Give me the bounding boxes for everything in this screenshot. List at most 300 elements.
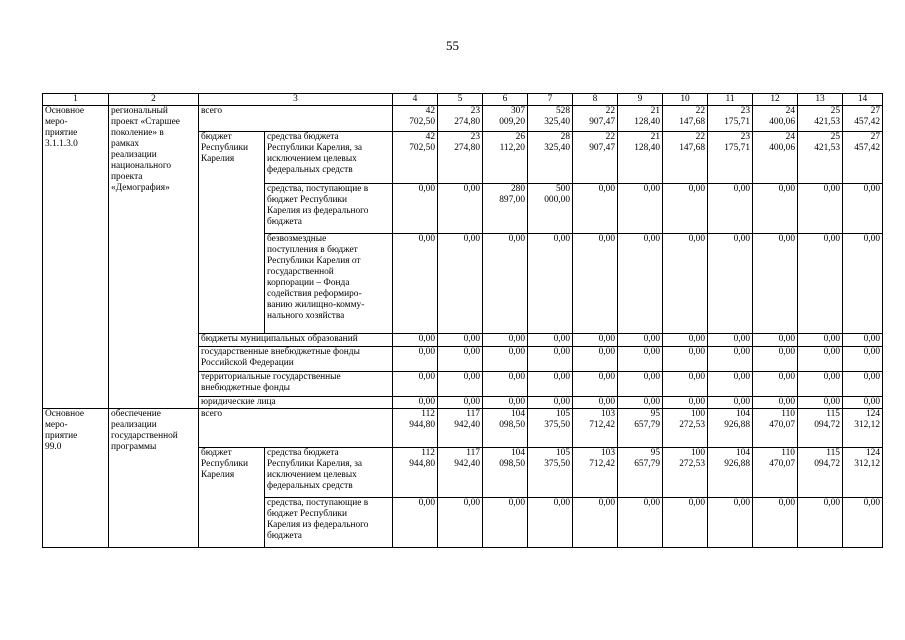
amount-part: 0,00 bbox=[463, 334, 480, 344]
amount-part: 147,68 bbox=[679, 143, 705, 153]
amount-cell bbox=[798, 347, 843, 372]
column-header: 2 bbox=[109, 94, 199, 106]
amount-cell bbox=[753, 132, 798, 184]
amount-part: 23 bbox=[470, 132, 480, 142]
amount-cell bbox=[483, 448, 528, 498]
budget-table bbox=[42, 93, 883, 548]
amount-cell bbox=[393, 448, 438, 498]
amount-part: 098,50 bbox=[499, 459, 525, 469]
amount-cell bbox=[708, 372, 753, 397]
amount-cell bbox=[618, 397, 663, 409]
column-header: 14 bbox=[843, 94, 883, 106]
amount-part: 128,40 bbox=[634, 117, 660, 127]
amount-part: 421,53 bbox=[814, 117, 840, 127]
amount-part: 21 bbox=[650, 132, 660, 142]
amount-cell bbox=[708, 448, 753, 498]
amount-cell bbox=[393, 397, 438, 409]
amount-part: 657,79 bbox=[634, 459, 660, 469]
amount-part: 21 bbox=[650, 106, 660, 116]
amount-part: 312,12 bbox=[854, 459, 880, 469]
amount-part: 0,00 bbox=[463, 347, 480, 357]
amount-cell bbox=[393, 106, 438, 132]
amount-cell bbox=[483, 184, 528, 234]
amount-cell bbox=[528, 106, 573, 132]
amount-cell bbox=[618, 409, 663, 448]
amount-part: 23 bbox=[470, 106, 480, 116]
amount-part: 702,50 bbox=[409, 117, 435, 127]
amount-cell bbox=[663, 347, 708, 372]
amount-part: 926,88 bbox=[724, 459, 750, 469]
funding-source: средства, поступающие в бюджет Республики Карелия из федерального бюджета bbox=[265, 184, 393, 234]
amount-cell bbox=[843, 106, 883, 132]
column-header: 12 bbox=[753, 94, 798, 106]
amount-cell bbox=[573, 234, 618, 334]
amount-cell bbox=[708, 498, 753, 548]
amount-part: 375,50 bbox=[544, 420, 570, 430]
amount-part: 0,00 bbox=[863, 234, 880, 244]
amount-part: 0,00 bbox=[598, 372, 615, 382]
amount-cell bbox=[798, 132, 843, 184]
amount-part: 274,80 bbox=[454, 117, 480, 127]
amount-cell bbox=[393, 372, 438, 397]
amount-part: 112 bbox=[421, 448, 435, 458]
amount-cell bbox=[843, 132, 883, 184]
column-header: 6 bbox=[483, 94, 528, 106]
amount-cell bbox=[393, 347, 438, 372]
column-header: 4 bbox=[393, 94, 438, 106]
amount-cell bbox=[753, 347, 798, 372]
amount-cell bbox=[483, 106, 528, 132]
amount-part: 0,00 bbox=[508, 334, 525, 344]
amount-cell bbox=[663, 184, 708, 234]
amount-part: 0,00 bbox=[733, 372, 750, 382]
amount-part: 0,00 bbox=[553, 397, 570, 407]
column-header: 11 bbox=[708, 94, 753, 106]
amount-cell bbox=[843, 372, 883, 397]
column-header: 1 bbox=[43, 94, 109, 106]
amount-cell bbox=[528, 347, 573, 372]
amount-cell bbox=[483, 372, 528, 397]
amount-cell bbox=[618, 184, 663, 234]
amount-part: 0,00 bbox=[863, 498, 880, 508]
amount-cell bbox=[753, 372, 798, 397]
amount-cell bbox=[753, 184, 798, 234]
amount-part: 112,20 bbox=[499, 143, 525, 153]
amount-part: 0,00 bbox=[688, 397, 705, 407]
amount-cell bbox=[483, 409, 528, 448]
amount-cell bbox=[528, 372, 573, 397]
amount-cell bbox=[708, 334, 753, 347]
amount-part: 95 bbox=[650, 409, 660, 419]
amount-cell bbox=[708, 234, 753, 334]
amount-cell bbox=[393, 498, 438, 548]
amount-part: 0,00 bbox=[688, 334, 705, 344]
funding-group: бюджет Республики Карелия bbox=[199, 132, 265, 334]
measure-name: Основное меро- приятие 3.1.1.3.0 bbox=[43, 106, 109, 409]
amount-part: 0,00 bbox=[598, 184, 615, 194]
amount-cell bbox=[528, 132, 573, 184]
amount-part: 325,40 bbox=[544, 117, 570, 127]
amount-part: 24 bbox=[785, 132, 795, 142]
amount-cell bbox=[483, 334, 528, 347]
amount-cell bbox=[798, 234, 843, 334]
amount-part: 0,00 bbox=[778, 234, 795, 244]
amount-cell bbox=[438, 347, 483, 372]
amount-cell bbox=[393, 409, 438, 448]
amount-cell bbox=[663, 448, 708, 498]
amount-part: 0,00 bbox=[418, 397, 435, 407]
amount-part: 103 bbox=[600, 409, 615, 419]
amount-part: 907,47 bbox=[589, 143, 615, 153]
amount-part: 22 bbox=[605, 132, 615, 142]
amount-part: 22 bbox=[695, 132, 705, 142]
amount-cell bbox=[528, 397, 573, 409]
amount-cell bbox=[843, 397, 883, 409]
amount-part: 470,07 bbox=[769, 459, 795, 469]
amount-part: 0,00 bbox=[863, 347, 880, 357]
amount-cell bbox=[798, 409, 843, 448]
amount-part: 0,00 bbox=[863, 397, 880, 407]
amount-part: 0,00 bbox=[733, 397, 750, 407]
amount-part: 942,40 bbox=[454, 459, 480, 469]
amount-part: 400,06 bbox=[769, 143, 795, 153]
amount-part: 0,00 bbox=[823, 397, 840, 407]
amount-part: 009,20 bbox=[499, 117, 525, 127]
amount-cell bbox=[708, 184, 753, 234]
column-header: 13 bbox=[798, 94, 843, 106]
amount-part: 0,00 bbox=[733, 184, 750, 194]
amount-part: 657,79 bbox=[634, 420, 660, 430]
amount-cell bbox=[438, 184, 483, 234]
amount-part: 0,00 bbox=[598, 334, 615, 344]
table-row bbox=[43, 106, 883, 132]
amount-part: 124 bbox=[865, 409, 880, 419]
amount-part: 0,00 bbox=[418, 372, 435, 382]
amount-part: 0,00 bbox=[418, 234, 435, 244]
amount-part: 400,06 bbox=[769, 117, 795, 127]
table-row bbox=[43, 409, 883, 448]
amount-part: 942,40 bbox=[454, 420, 480, 430]
amount-part: 0,00 bbox=[598, 234, 615, 244]
amount-part: 0,00 bbox=[863, 372, 880, 382]
amount-cell bbox=[393, 334, 438, 347]
amount-cell bbox=[753, 498, 798, 548]
amount-part: 098,50 bbox=[499, 420, 525, 430]
amount-cell bbox=[438, 397, 483, 409]
amount-part: 23 bbox=[740, 106, 750, 116]
amount-part: 457,42 bbox=[854, 143, 880, 153]
amount-part: 147,68 bbox=[679, 117, 705, 127]
amount-part: 0,00 bbox=[823, 234, 840, 244]
amount-part: 897,00 bbox=[499, 195, 525, 205]
amount-part: 0,00 bbox=[463, 498, 480, 508]
amount-part: 0,00 bbox=[643, 397, 660, 407]
amount-part: 0,00 bbox=[508, 498, 525, 508]
amount-cell bbox=[618, 334, 663, 347]
amount-cell bbox=[798, 498, 843, 548]
amount-cell bbox=[573, 347, 618, 372]
amount-cell bbox=[663, 409, 708, 448]
amount-part: 375,50 bbox=[544, 459, 570, 469]
amount-part: 105 bbox=[555, 448, 570, 458]
amount-cell bbox=[663, 372, 708, 397]
amount-part: 0,00 bbox=[863, 334, 880, 344]
amount-cell bbox=[753, 106, 798, 132]
project-name: обеспечение реализации государственной программы bbox=[109, 409, 199, 548]
amount-part: 22 bbox=[695, 106, 705, 116]
amount-part: 0,00 bbox=[778, 498, 795, 508]
amount-part: 280 bbox=[510, 184, 525, 194]
amount-part: 470,07 bbox=[769, 420, 795, 430]
amount-cell bbox=[438, 234, 483, 334]
amount-part: 0,00 bbox=[688, 372, 705, 382]
amount-part: 712,42 bbox=[589, 420, 615, 430]
amount-cell bbox=[798, 184, 843, 234]
amount-part: 0,00 bbox=[508, 397, 525, 407]
amount-cell bbox=[708, 347, 753, 372]
amount-cell bbox=[708, 397, 753, 409]
amount-part: 0,00 bbox=[508, 347, 525, 357]
amount-part: 117 bbox=[466, 409, 480, 419]
amount-cell bbox=[843, 498, 883, 548]
column-header: 10 bbox=[663, 94, 708, 106]
funding-source: средства бюджета Республики Карелия, за исключением целевых федеральных средств bbox=[265, 132, 393, 184]
amount-cell bbox=[618, 498, 663, 548]
amount-cell bbox=[618, 132, 663, 184]
amount-cell bbox=[573, 397, 618, 409]
funding-source: средства, поступающие в бюджет Республики Карелия из федерального бюджета bbox=[265, 498, 393, 548]
column-header: 5 bbox=[438, 94, 483, 106]
amount-cell bbox=[753, 397, 798, 409]
amount-part: 944,80 bbox=[409, 420, 435, 430]
amount-cell bbox=[483, 397, 528, 409]
amount-cell bbox=[438, 132, 483, 184]
amount-part: 0,00 bbox=[823, 347, 840, 357]
amount-cell bbox=[663, 132, 708, 184]
funding-source: всего bbox=[199, 409, 393, 448]
amount-cell bbox=[573, 184, 618, 234]
amount-part: 23 bbox=[740, 132, 750, 142]
amount-part: 25 bbox=[830, 132, 840, 142]
amount-part: 0,00 bbox=[863, 184, 880, 194]
column-header: 8 bbox=[573, 94, 618, 106]
amount-part: 42 bbox=[425, 106, 435, 116]
amount-part: 0,00 bbox=[463, 184, 480, 194]
amount-part: 712,42 bbox=[589, 459, 615, 469]
amount-part: 105 bbox=[555, 409, 570, 419]
funding-source: территориальные государственные внебюджетные фонды bbox=[199, 372, 393, 397]
amount-cell bbox=[753, 234, 798, 334]
amount-part: 0,00 bbox=[823, 184, 840, 194]
amount-cell bbox=[753, 448, 798, 498]
amount-part: 0,00 bbox=[823, 372, 840, 382]
amount-part: 0,00 bbox=[643, 372, 660, 382]
amount-part: 926,88 bbox=[724, 420, 750, 430]
funding-source: всего bbox=[199, 106, 393, 132]
amount-part: 0,00 bbox=[823, 334, 840, 344]
amount-part: 0,00 bbox=[463, 397, 480, 407]
amount-part: 421,53 bbox=[814, 143, 840, 153]
amount-part: 457,42 bbox=[854, 117, 880, 127]
amount-cell bbox=[618, 234, 663, 334]
amount-part: 0,00 bbox=[643, 334, 660, 344]
amount-part: 0,00 bbox=[553, 334, 570, 344]
amount-cell bbox=[708, 132, 753, 184]
amount-cell bbox=[618, 372, 663, 397]
amount-cell bbox=[438, 409, 483, 448]
amount-part: 103 bbox=[600, 448, 615, 458]
amount-part: 175,71 bbox=[724, 143, 750, 153]
amount-part: 0,00 bbox=[463, 234, 480, 244]
amount-part: 22 bbox=[605, 106, 615, 116]
page-number: 55 bbox=[446, 38, 459, 53]
amount-part: 307 bbox=[510, 106, 525, 116]
amount-part: 0,00 bbox=[733, 498, 750, 508]
measure-name: Основное меро- приятие 99.0 bbox=[43, 409, 109, 548]
amount-cell bbox=[843, 409, 883, 448]
amount-cell bbox=[438, 334, 483, 347]
amount-cell bbox=[753, 409, 798, 448]
amount-part: 0,00 bbox=[553, 234, 570, 244]
amount-cell bbox=[528, 448, 573, 498]
amount-part: 42 bbox=[425, 132, 435, 142]
funding-group: бюджет Республики Карелия bbox=[199, 448, 265, 548]
amount-cell bbox=[843, 184, 883, 234]
amount-part: 528 bbox=[555, 106, 570, 116]
amount-part: 0,00 bbox=[418, 184, 435, 194]
amount-part: 27 bbox=[870, 106, 880, 116]
amount-part: 0,00 bbox=[643, 498, 660, 508]
amount-cell bbox=[663, 234, 708, 334]
amount-part: 0,00 bbox=[508, 372, 525, 382]
amount-part: 0,00 bbox=[643, 234, 660, 244]
amount-part: 110 bbox=[781, 409, 795, 419]
amount-cell bbox=[483, 234, 528, 334]
amount-cell bbox=[843, 334, 883, 347]
amount-cell bbox=[708, 106, 753, 132]
amount-cell bbox=[618, 106, 663, 132]
amount-part: 100 bbox=[690, 409, 705, 419]
amount-part: 0,00 bbox=[643, 184, 660, 194]
amount-part: 325,40 bbox=[544, 143, 570, 153]
amount-part: 100 bbox=[690, 448, 705, 458]
amount-part: 000,00 bbox=[544, 195, 570, 205]
amount-part: 312,12 bbox=[854, 420, 880, 430]
amount-part: 500 bbox=[555, 184, 570, 194]
amount-cell bbox=[573, 498, 618, 548]
amount-part: 0,00 bbox=[553, 372, 570, 382]
amount-part: 0,00 bbox=[418, 347, 435, 357]
amount-cell bbox=[483, 132, 528, 184]
amount-part: 0,00 bbox=[418, 334, 435, 344]
amount-part: 104 bbox=[510, 409, 525, 419]
amount-part: 0,00 bbox=[778, 397, 795, 407]
amount-cell bbox=[528, 334, 573, 347]
amount-part: 0,00 bbox=[778, 372, 795, 382]
amount-part: 907,47 bbox=[589, 117, 615, 127]
amount-part: 0,00 bbox=[778, 184, 795, 194]
amount-part: 175,71 bbox=[724, 117, 750, 127]
amount-cell bbox=[618, 448, 663, 498]
amount-cell bbox=[843, 347, 883, 372]
amount-cell bbox=[843, 448, 883, 498]
amount-part: 25 bbox=[830, 106, 840, 116]
amount-cell bbox=[798, 448, 843, 498]
amount-part: 0,00 bbox=[553, 347, 570, 357]
funding-source: юридические лица bbox=[199, 397, 393, 409]
amount-cell bbox=[483, 498, 528, 548]
amount-part: 702,50 bbox=[409, 143, 435, 153]
amount-part: 28 bbox=[560, 132, 570, 142]
amount-cell bbox=[393, 184, 438, 234]
amount-part: 0,00 bbox=[553, 498, 570, 508]
amount-part: 124 bbox=[865, 448, 880, 458]
amount-part: 944,80 bbox=[409, 459, 435, 469]
amount-cell bbox=[438, 498, 483, 548]
column-header: 7 bbox=[528, 94, 573, 106]
amount-part: 0,00 bbox=[643, 347, 660, 357]
amount-cell bbox=[798, 397, 843, 409]
amount-part: 0,00 bbox=[733, 347, 750, 357]
amount-cell bbox=[573, 106, 618, 132]
amount-cell bbox=[663, 334, 708, 347]
amount-part: 0,00 bbox=[598, 347, 615, 357]
amount-part: 0,00 bbox=[823, 498, 840, 508]
amount-cell bbox=[663, 397, 708, 409]
amount-part: 110 bbox=[781, 448, 795, 458]
amount-part: 0,00 bbox=[688, 184, 705, 194]
amount-cell bbox=[618, 347, 663, 372]
amount-part: 0,00 bbox=[598, 397, 615, 407]
amount-part: 117 bbox=[466, 448, 480, 458]
amount-cell bbox=[438, 448, 483, 498]
amount-cell bbox=[483, 347, 528, 372]
amount-cell bbox=[393, 132, 438, 184]
header-row bbox=[43, 94, 883, 106]
amount-cell bbox=[843, 234, 883, 334]
amount-part: 0,00 bbox=[688, 347, 705, 357]
amount-cell bbox=[573, 372, 618, 397]
amount-cell bbox=[528, 234, 573, 334]
amount-part: 272,53 bbox=[679, 459, 705, 469]
column-header: 9 bbox=[618, 94, 663, 106]
funding-source: средства бюджета Республики Карелия, за исключением целевых федеральных средств bbox=[265, 448, 393, 498]
amount-part: 0,00 bbox=[778, 347, 795, 357]
amount-part: 0,00 bbox=[733, 334, 750, 344]
amount-part: 112 bbox=[421, 409, 435, 419]
amount-part: 104 bbox=[510, 448, 525, 458]
amount-cell bbox=[438, 106, 483, 132]
amount-cell bbox=[708, 409, 753, 448]
amount-part: 27 bbox=[870, 132, 880, 142]
amount-cell bbox=[573, 132, 618, 184]
amount-cell bbox=[528, 498, 573, 548]
funding-source: бюджеты муниципальных образований bbox=[199, 334, 393, 347]
amount-cell bbox=[573, 448, 618, 498]
amount-part: 0,00 bbox=[778, 334, 795, 344]
amount-part: 26 bbox=[515, 132, 525, 142]
amount-cell bbox=[438, 372, 483, 397]
amount-part: 24 bbox=[785, 106, 795, 116]
amount-part: 272,53 bbox=[679, 420, 705, 430]
amount-part: 128,40 bbox=[634, 143, 660, 153]
amount-part: 115 bbox=[826, 409, 840, 419]
amount-part: 094,72 bbox=[814, 420, 840, 430]
amount-part: 0,00 bbox=[508, 234, 525, 244]
amount-part: 0,00 bbox=[688, 234, 705, 244]
amount-part: 104 bbox=[735, 409, 750, 419]
amount-cell bbox=[663, 106, 708, 132]
